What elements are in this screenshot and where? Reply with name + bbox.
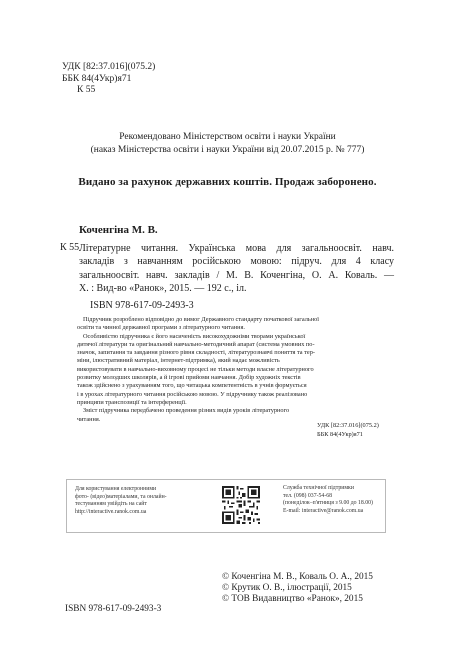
annotation-line: використовувати в навчально-виховному процесі не тільки методи власне літературного: [77, 365, 314, 373]
support-line: (понеділок–п'ятниця з 9.00 до 18.00): [283, 500, 373, 507]
copyright-line: © Коченгіна М. В., Коваль О. А., 2015: [222, 572, 373, 582]
author-mark: К 55: [77, 85, 96, 95]
catalog-line: закладів з навчанням російською мовою: підруч. для 4 класу: [79, 256, 394, 268]
catalog-description: [79, 242, 394, 295]
annotation-line: дитячої літератури та оригінальний навчально-методичний апарат (система умовних по-: [77, 340, 315, 348]
catalog-line: загальноосвіт. навч. закладів / М. В. Коченгіна, О. А. Коваль. —: [79, 269, 394, 281]
annotation-line: і в урохах літературного читання російською мовою. У підручнику також реалізовано: [77, 390, 308, 398]
online-access-info: [75, 486, 167, 516]
annotation-line: значок, запитання та завдання різного рівня складності, літературознавчі поняття та тер-: [77, 349, 315, 357]
annotation: [77, 316, 395, 424]
annotation-line: Особливістю підручника є його насиченість високохудожніми творами української: [83, 332, 306, 340]
copyright-line: © Крутик О. В., ілюстрації, 2015: [222, 583, 352, 593]
support-line: Служба технічної підтримки: [283, 485, 354, 491]
bottom-classification: [317, 422, 379, 439]
catalog-line: Х. : Вид-во «Ранок», 2015. — 192 с., іл.: [79, 282, 247, 294]
online-line: Для користування електронними: [75, 486, 157, 492]
online-line: фото- (відео)матеріалами, та онлайн-: [75, 493, 167, 500]
copyright-block: [222, 572, 373, 605]
bottom-bbk: ББК 84(4Укр)я71: [317, 430, 363, 438]
annotation-line: міни, ілюстративний матеріал, інтернет-підтримка), який надає можливість: [77, 357, 280, 365]
support-email[interactable]: E-mail: interactive@ranok.com.ua: [283, 507, 364, 514]
annotation-line: розвитку молодших школярів, а й ігрові прийоми навчання. Добір художніх текстів: [77, 374, 301, 382]
annotation-line: освіти та чинної державної програми з літературного читання.: [77, 324, 245, 332]
catalog-code: К 55: [60, 242, 80, 253]
catalog-isbn: ISBN 978-617-09-2493-3: [90, 300, 194, 311]
annotation-line: також здійснено з урахуванням того, що читацька компетентність в учнів формується: [77, 382, 307, 390]
annotation-line: Зміст підручника передбачено проведення різних видів уроків літературного: [83, 407, 290, 415]
annotation-line: Підручник розроблено відповідно до вимог Державного стандарту початкової загальної: [83, 316, 319, 323]
support-line: тел. (098) 037-54-68: [283, 492, 333, 499]
online-line: тестуванням увійдіть на сайт: [75, 501, 147, 508]
recommendation-line-2: (наказ Міністерства освіти і науки України від 20.07.2015 р. № 777): [90, 145, 365, 155]
bottom-udc: УДК [82:37.016](075.2): [317, 422, 379, 429]
bottom-isbn: ISBN 978-617-09-2493-3: [65, 604, 162, 614]
annotation-line: читання.: [77, 415, 101, 423]
qr-code-icon[interactable]: [222, 486, 260, 524]
online-link[interactable]: http://interactive.ranok.com.ua: [75, 508, 147, 515]
recommendation: [0, 131, 455, 157]
catalog-line: Літературне читання. Українська мова для загальноосвіт. навч.: [79, 243, 394, 254]
recommendation-line-1: Рекомендовано Міністерством освіти і науки України: [119, 132, 336, 142]
tech-support-info: [283, 485, 373, 515]
funding-notice: Видано за рахунок державних коштів. Продаж заборонено.: [78, 176, 377, 188]
classification-block: [62, 62, 155, 97]
annotation-line: принципи транспозиції та інтерференції.: [77, 398, 187, 406]
bbk-code: ББК 84(4Укр)я71: [62, 73, 132, 84]
udc-code: УДК [82:37.016](075.2): [62, 62, 156, 72]
copyright-line: © ТОВ Видавництво «Ранок», 2015: [222, 594, 363, 604]
catalog-author: Коченгіна М. В.: [79, 224, 158, 236]
